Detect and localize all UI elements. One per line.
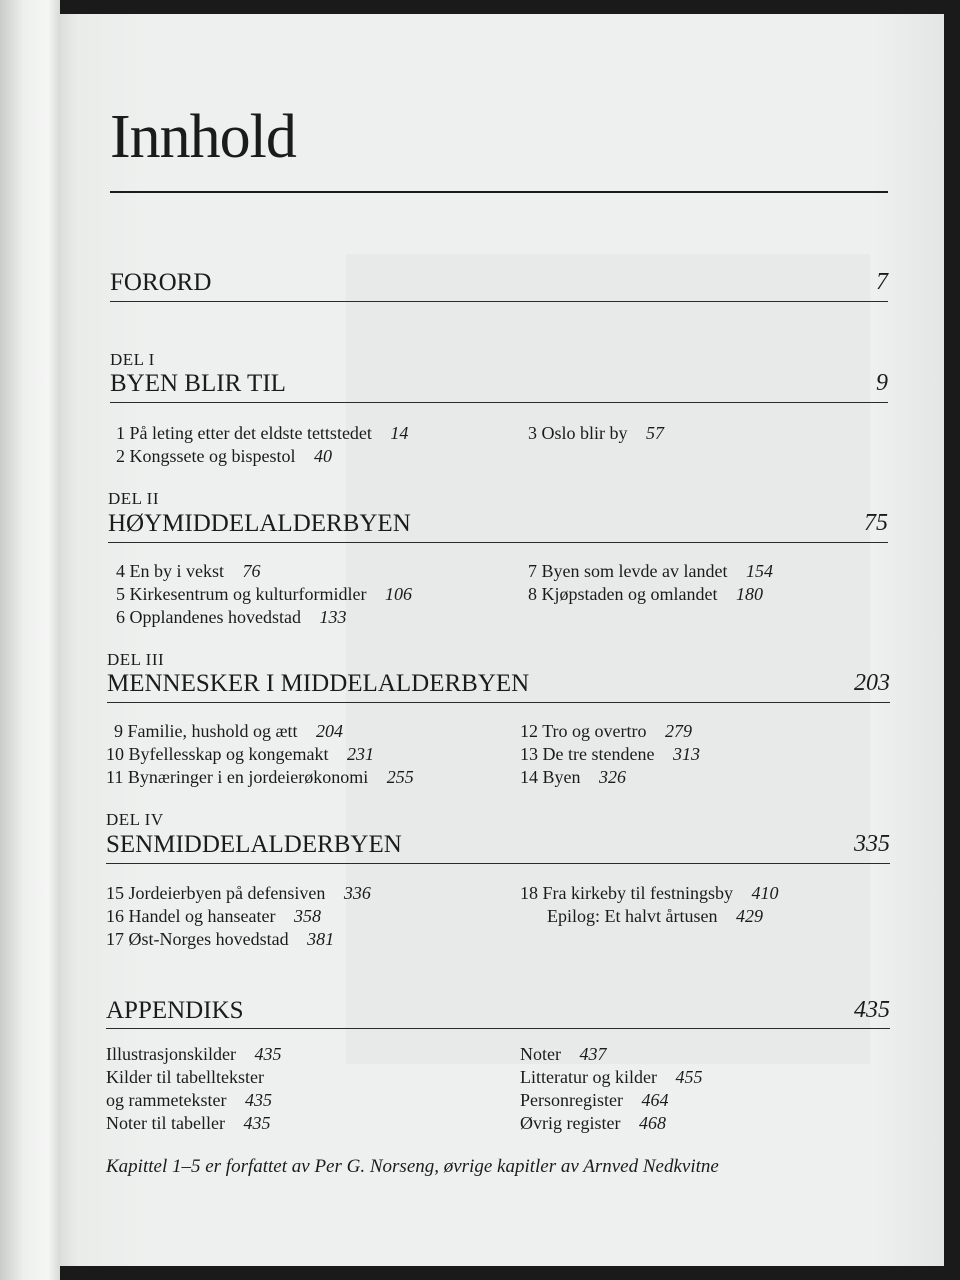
toc-entry[interactable] bbox=[106, 930, 334, 948]
chapter-page: 231 bbox=[346, 744, 374, 764]
page-title: Innhold bbox=[110, 103, 296, 171]
appendix-title: Noter bbox=[520, 1044, 561, 1064]
appendix-entry-page: 435 bbox=[254, 1044, 282, 1064]
appendix-rule bbox=[106, 1028, 890, 1029]
part-heading: MENNESKER I MIDDELALDERBYEN bbox=[107, 670, 530, 697]
appendix-entry[interactable] bbox=[520, 1091, 668, 1109]
toc-entry[interactable] bbox=[520, 745, 700, 763]
book-page bbox=[60, 14, 944, 1266]
part-page: 75 bbox=[864, 510, 888, 536]
chapter-page: 313 bbox=[672, 744, 700, 764]
chapter-number: 6 bbox=[116, 607, 125, 627]
toc-entry[interactable] bbox=[116, 585, 412, 603]
toc-entry[interactable] bbox=[528, 585, 763, 603]
appendix-title: Øvrig register bbox=[520, 1113, 621, 1133]
part-heading: SENMIDDELALDERBYEN bbox=[106, 831, 402, 858]
author-credit: Kapittel 1–5 er forfattet av Per G. Norseng, øvrige kapitler av Arnved Nedkvitne bbox=[106, 1156, 719, 1177]
toc-entry[interactable] bbox=[106, 907, 321, 925]
appendix-entry[interactable] bbox=[520, 1068, 702, 1086]
toc-entry[interactable] bbox=[528, 424, 664, 442]
chapter-number: 14 bbox=[520, 767, 538, 787]
chapter-title: En by i vekst bbox=[129, 561, 224, 581]
chapter-number: 3 bbox=[528, 423, 537, 443]
chapter-title: Tro og overtro bbox=[542, 721, 647, 741]
chapter-title: Fra kirkeby til festningsby bbox=[542, 883, 733, 903]
part-rule bbox=[110, 402, 888, 403]
toc-entry[interactable] bbox=[116, 447, 332, 465]
part-page: 203 bbox=[854, 670, 890, 696]
chapter-number: 17 bbox=[106, 929, 124, 949]
chapter-title: Byfellesskap og kongemakt bbox=[128, 744, 329, 764]
chapter-title: Handel og hanseater bbox=[128, 906, 276, 926]
chapter-number: 12 bbox=[520, 721, 538, 741]
appendix-title: Personregister bbox=[520, 1090, 623, 1110]
part-page: 335 bbox=[854, 831, 890, 857]
chapter-page: 410 bbox=[751, 883, 779, 903]
chapter-title: Byen som levde av landet bbox=[541, 561, 728, 581]
chapter-title: Jordeierbyen på defensiven bbox=[128, 883, 326, 903]
chapter-title: Kirkesentrum og kulturformidler bbox=[129, 584, 367, 604]
toc-entry[interactable] bbox=[520, 884, 778, 902]
chapter-title: Byen bbox=[542, 767, 581, 787]
appendix-title: Noter til tabeller bbox=[106, 1113, 225, 1133]
chapter-title: Familie, hushold og ætt bbox=[127, 721, 298, 741]
chapter-page: 133 bbox=[319, 607, 347, 627]
chapter-number: 10 bbox=[106, 744, 124, 764]
part-rule bbox=[107, 702, 890, 703]
appendix-heading: APPENDIKS bbox=[106, 997, 244, 1024]
appendix-entry[interactable] bbox=[106, 1114, 270, 1132]
part-page: 9 bbox=[876, 370, 888, 396]
chapter-page: 429 bbox=[735, 906, 763, 926]
part-rule bbox=[106, 863, 890, 864]
toc-entry[interactable] bbox=[116, 562, 261, 580]
chapter-number: 9 bbox=[114, 721, 123, 741]
forord-page: 7 bbox=[876, 269, 888, 295]
chapter-number: 15 bbox=[106, 883, 124, 903]
appendix-entry[interactable] bbox=[520, 1114, 666, 1132]
chapter-title: De tre stendene bbox=[542, 744, 655, 764]
appendix-page: 435 bbox=[854, 997, 890, 1023]
forord-rule bbox=[110, 301, 888, 302]
appendix-entry[interactable] bbox=[106, 1045, 281, 1063]
toc-entry[interactable] bbox=[547, 907, 763, 925]
appendix-entry-page: 468 bbox=[638, 1113, 666, 1133]
chapter-page: 180 bbox=[735, 584, 763, 604]
forord-heading: FORORD bbox=[110, 269, 212, 296]
appendix-title: Kilder til tabelltekster bbox=[106, 1067, 264, 1087]
appendix-entry[interactable] bbox=[106, 1068, 264, 1086]
chapter-page: 336 bbox=[343, 883, 371, 903]
toc-entry[interactable] bbox=[106, 745, 374, 763]
toc-entry[interactable] bbox=[116, 608, 346, 626]
chapter-page: 106 bbox=[384, 584, 412, 604]
appendix-entry-page: 435 bbox=[244, 1090, 272, 1110]
appendix-title: Illustrasjonskilder bbox=[106, 1044, 236, 1064]
chapter-number: 18 bbox=[520, 883, 538, 903]
chapter-page: 57 bbox=[646, 423, 665, 443]
appendix-entry[interactable] bbox=[106, 1091, 272, 1109]
chapter-number: 7 bbox=[528, 561, 537, 581]
appendix-entry-page: 455 bbox=[675, 1067, 703, 1087]
show-through-image bbox=[343, 254, 870, 1064]
appendix-title: og rammetekster bbox=[106, 1090, 227, 1110]
toc-entry[interactable] bbox=[520, 722, 692, 740]
part-label: DEL III bbox=[107, 650, 165, 669]
part-label: DEL I bbox=[110, 350, 155, 369]
chapter-page: 76 bbox=[242, 561, 261, 581]
chapter-number: 16 bbox=[106, 906, 124, 926]
part-rule bbox=[108, 542, 888, 543]
chapter-number: 2 bbox=[116, 446, 125, 466]
chapter-page: 381 bbox=[307, 929, 335, 949]
part-heading: BYEN BLIR TIL bbox=[110, 370, 286, 397]
toc-entry[interactable] bbox=[528, 562, 773, 580]
chapter-page: 14 bbox=[390, 423, 409, 443]
chapter-page: 40 bbox=[314, 446, 332, 466]
chapter-number: 1 bbox=[116, 423, 125, 443]
chapter-number: 4 bbox=[116, 561, 125, 581]
title-rule bbox=[110, 191, 888, 193]
chapter-page: 358 bbox=[293, 906, 321, 926]
chapter-title: På leting etter det eldste tettstedet bbox=[129, 423, 372, 443]
toc-entry[interactable] bbox=[116, 424, 408, 442]
part-label: DEL II bbox=[108, 489, 159, 508]
chapter-title: Epilog: Et halvt årtusen bbox=[547, 906, 718, 926]
chapter-page: 255 bbox=[386, 767, 414, 787]
chapter-title: Kjøpstaden og omlandet bbox=[541, 584, 718, 604]
toc-entry[interactable] bbox=[106, 884, 371, 902]
appendix-entry-page: 437 bbox=[579, 1044, 607, 1064]
chapter-title: Øst-Norges hovedstad bbox=[128, 929, 289, 949]
toc-entry[interactable] bbox=[106, 768, 414, 786]
chapter-page: 279 bbox=[665, 721, 693, 741]
chapter-number: 13 bbox=[520, 744, 538, 764]
chapter-page: 326 bbox=[599, 767, 626, 787]
appendix-entry-page: 464 bbox=[641, 1090, 669, 1110]
part-heading: HØYMIDDELALDERBYEN bbox=[108, 510, 411, 537]
chapter-number: 8 bbox=[528, 584, 537, 604]
chapter-page: 204 bbox=[316, 721, 344, 741]
chapter-title: Bynæringer i en jordeierøkonomi bbox=[127, 767, 369, 787]
chapter-number: 5 bbox=[116, 584, 125, 604]
toc-entry[interactable] bbox=[520, 768, 626, 786]
chapter-page: 154 bbox=[745, 561, 773, 581]
chapter-title: Kongssete og bispestol bbox=[129, 446, 296, 466]
chapter-number: 11 bbox=[106, 767, 124, 787]
chapter-title: Oslo blir by bbox=[541, 423, 628, 443]
part-label: DEL IV bbox=[106, 810, 164, 829]
appendix-entry-page: 435 bbox=[243, 1113, 271, 1133]
appendix-entry[interactable] bbox=[520, 1045, 606, 1063]
chapter-title: Opplandenes hovedstad bbox=[129, 607, 301, 627]
appendix-title: Litteratur og kilder bbox=[520, 1067, 657, 1087]
toc-entry[interactable] bbox=[114, 722, 343, 740]
facing-page-edge bbox=[0, 0, 60, 1280]
